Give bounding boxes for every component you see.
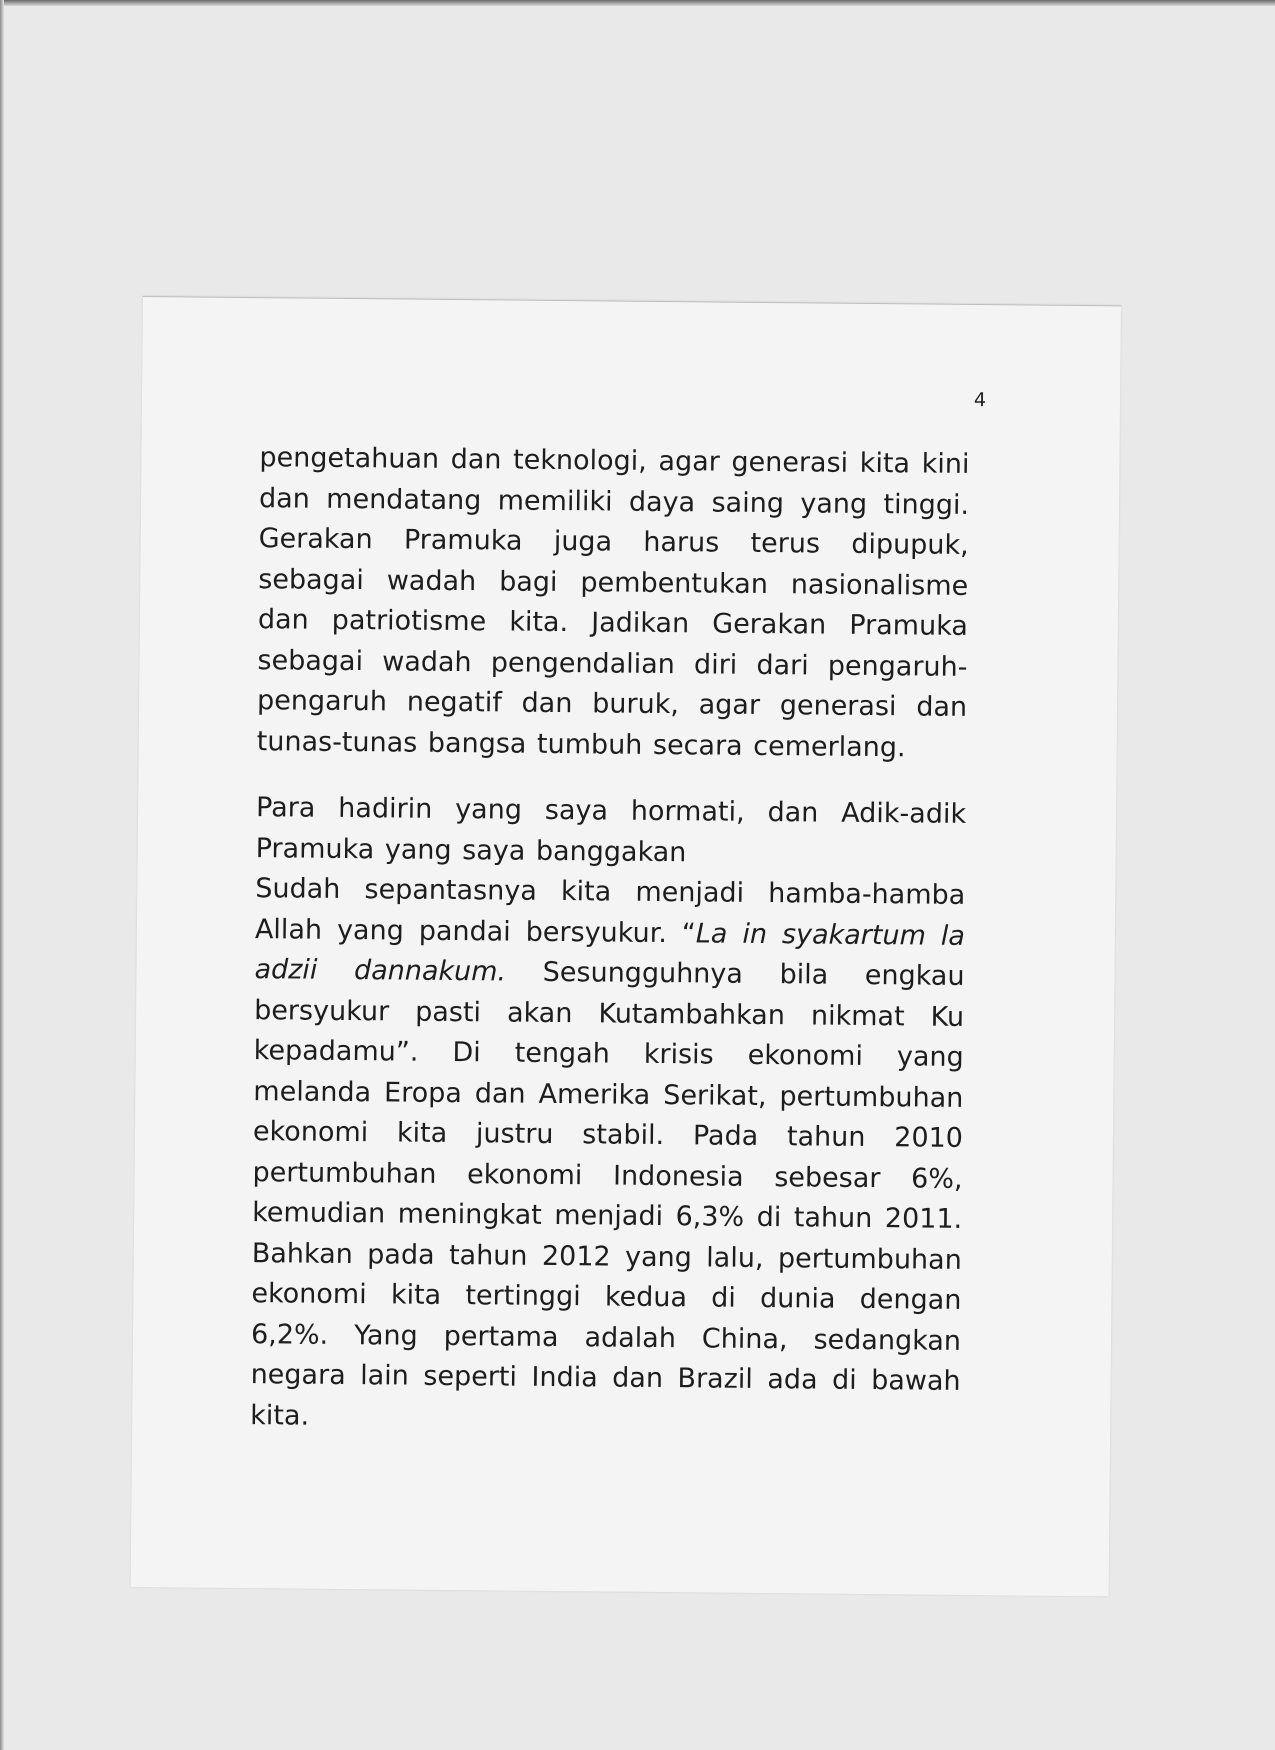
- document-page: [131, 296, 1121, 1596]
- arabic-quote-italic: La in syakartum la adzii dannakum.: [254, 917, 966, 988]
- paragraph-3-intro: Sudah sepantasnya kita menjadi hamba-hamba Allah yang pandai bersyukur. “: [254, 873, 966, 949]
- scanner-left-edge: [0, 0, 4, 1750]
- scanner-top-edge: [0, 0, 1275, 6]
- paragraph-1: pengetahuan dan teknologi, agar generasi kita kini dan mendatang memiliki daya saing yang tinggi. Gerakan Pramuka juga harus terus dipupuk, sebagai wadah bagi pembentukan nasionalisme dan patriotisme kita. Jadikan Gerakan Pramuka sebagai wadah pengendalian diri dari pengaruh-pengaruh negatif dan buruk, agar generasi dan tunas-tunas bangsa tumbuh secara cemerlang.: [256, 442, 970, 763]
- paragraph-3: [250, 869, 965, 1443]
- document-body: [250, 438, 970, 1443]
- paragraph-3-body: Sesungguhnya bila engkau bersyukur pasti akan Kutambahkan nikmat Ku kepadamu”. Di tengah krisis ekonomi yang melanda Eropa dan Amerika Serikat, pertumbuhan ekonomi kita justru stabil. Pada tahun 2010 pertumbuhan ekonomi Indonesia sebesar 6%, kemudian meningkat menjadi 6,3% di tahun 2011. Bahkan pada tahun 2012 yang lalu, pertumbuhan ekonomi kita tertinggi kedua di dunia dengan 6,2%. Yang pertama adalah China, sedangkan negara lain seperti India dan Brazil ada di bawah kita.: [250, 956, 965, 1432]
- paragraph-2-salutation: Para hadirin yang saya hormati, dan Adik-adik Pramuka yang saya banggakan: [255, 792, 967, 868]
- page-number: 4: [973, 388, 987, 412]
